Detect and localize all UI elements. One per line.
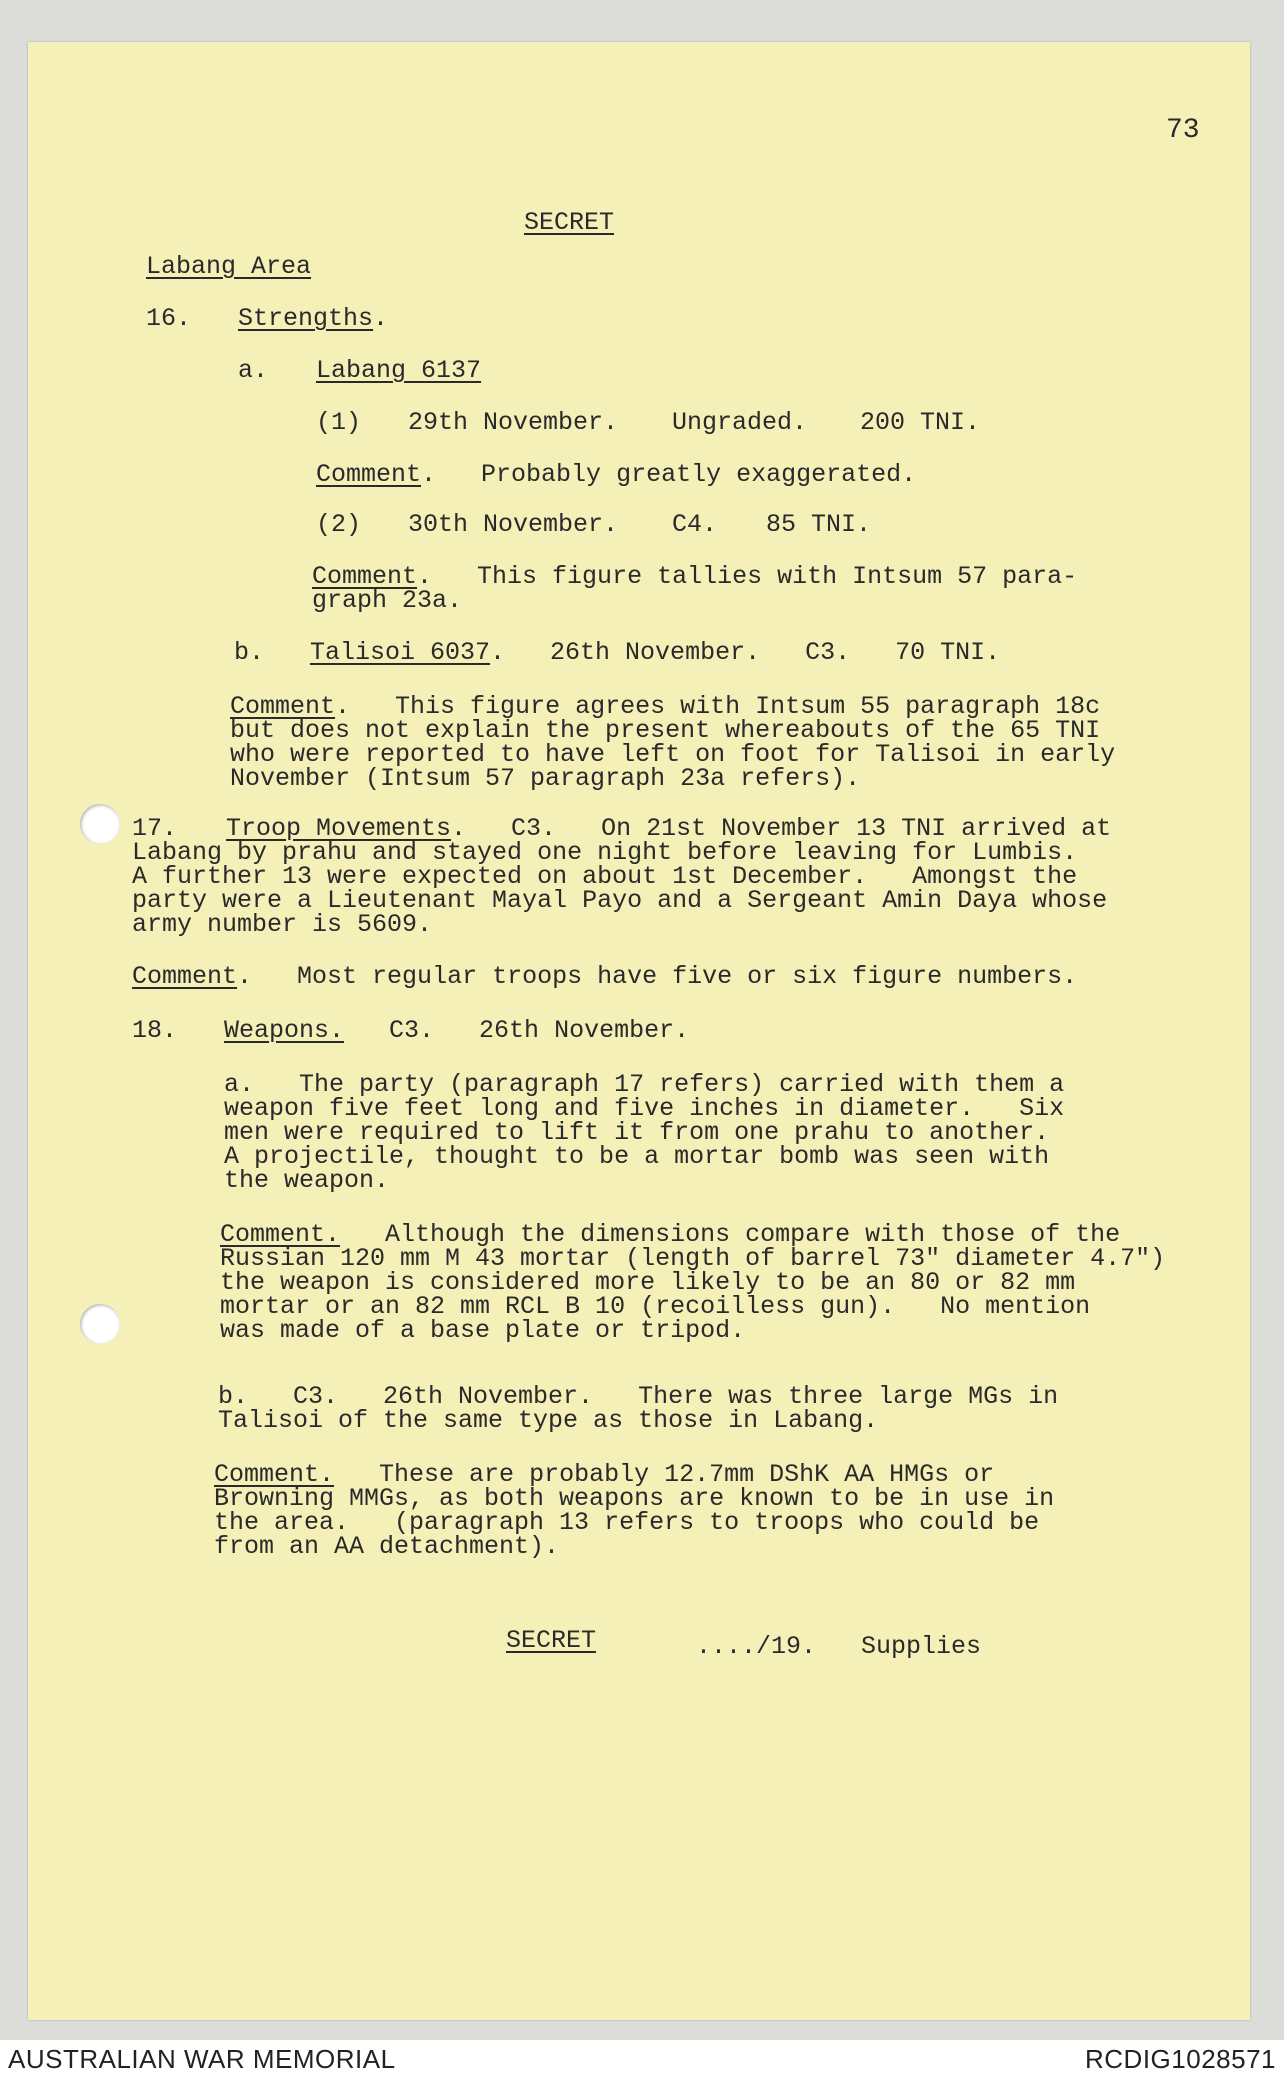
item-18b-line-2: Talisoi of the same type as those in Labang.	[218, 1406, 879, 1435]
comment-4: Comment. Most regular troops have five or six figure numbers.	[132, 962, 1078, 991]
item-b-label: b.	[234, 638, 265, 667]
section-16-heading: Strengths.	[238, 304, 389, 333]
comment-2-line-1: Comment. This figure tallies with Intsum 57 para-	[312, 562, 1078, 591]
comment-6-line-2: Browning MMGs, as both weapons are known to be in use in	[214, 1484, 1055, 1513]
archive-credit: AUSTRALIAN WAR MEMORIAL	[8, 2044, 396, 2074]
item-b-line: Talisoi 6037. 26th November. C3. 70 TNI.	[310, 638, 1001, 667]
section-17-line-3: A further 13 were expected on about 1st December. Amongst the	[132, 862, 1078, 891]
comment-3-line-4: November (Intsum 57 paragraph 23a refers).	[230, 764, 861, 793]
comment-3-line-1: Comment. This figure agrees with Intsum 55 paragraph 18c	[230, 692, 1101, 721]
document-page	[28, 42, 1250, 2020]
item-18a-line-1: a. The party (paragraph 17 refers) carried with them a	[224, 1070, 1065, 1099]
comment-2-line-2: graph 23a.	[312, 586, 463, 615]
item-18b-line-1: b. C3. 26th November. There was three large MGs in	[218, 1382, 1059, 1411]
item-18a-line-4: A projectile, thought to be a mortar bomb was seen with	[224, 1142, 1050, 1171]
report-1-grade: Ungraded.	[672, 408, 808, 437]
comment-6-line-4: from an AA detachment).	[214, 1532, 560, 1561]
area-heading: Labang Area	[146, 252, 312, 281]
report-2-count: 85 TNI.	[766, 510, 872, 539]
comment-5-line-1: Comment. Although the dimensions compare with those of the	[220, 1220, 1121, 1249]
item-18a-line-5: the weapon.	[224, 1166, 390, 1195]
classification-top: SECRET	[524, 208, 615, 237]
classification-bottom: SECRET	[506, 1626, 597, 1655]
section-18-heading: Weapons. C3. 26th November.	[224, 1016, 690, 1045]
item-18a-line-3: men were required to lift it from one prahu to another.	[224, 1118, 1050, 1147]
comment-5-line-2: Russian 120 mm M 43 mortar (length of barrel 73" diameter 4.7")	[220, 1244, 1166, 1273]
section-17-line-1: Troop Movements. C3. On 21st November 13 TNI arrived at	[226, 814, 1112, 843]
section-17-line-2: Labang by prahu and stayed one night before leaving for Lumbis.	[132, 838, 1078, 867]
comment-6-line-3: the area. (paragraph 13 refers to troops who could be	[214, 1508, 1040, 1537]
comment-5-line-4: mortar or an 82 mm RCL B 10 (recoilless gun). No mention	[220, 1292, 1091, 1321]
item-a-label: a.	[238, 356, 269, 385]
report-1-date: 29th November.	[408, 408, 619, 437]
report-2-date: 30th November.	[408, 510, 619, 539]
punch-hole-top	[80, 804, 120, 844]
item-a-place: Labang 6137	[316, 356, 482, 385]
comment-5-line-5: was made of a base plate or tripod.	[220, 1316, 746, 1345]
section-17-number: 17.	[132, 814, 178, 843]
report-2-number: (2)	[316, 510, 362, 539]
report-2-grade: C4.	[672, 510, 718, 539]
section-17-line-5: army number is 5609.	[132, 910, 433, 939]
comment-6-line-1: Comment. These are probably 12.7mm DShK AA HMGs or	[214, 1460, 995, 1489]
comment-3-line-3: who were reported to have left on foot for Talisoi in early	[230, 740, 1116, 769]
section-18-number: 18.	[132, 1016, 178, 1045]
report-1-number: (1)	[316, 408, 362, 437]
item-18a-line-2: weapon five feet long and five inches in diameter. Six	[224, 1094, 1065, 1123]
comment-3-line-2: but does not explain the present whereabouts of the 65 TNI	[230, 716, 1101, 745]
archive-reference: RCDIG1028571	[1085, 2044, 1276, 2074]
comment-5-line-3: the weapon is considered more likely to be an 80 or 82 mm	[220, 1268, 1076, 1297]
section-17-line-4: party were a Lieutenant Mayal Payo and a Sergeant Amin Daya whose	[132, 886, 1108, 915]
report-1-count: 200 TNI.	[860, 408, 981, 437]
punch-hole-bottom	[80, 1304, 120, 1344]
comment-1: Comment. Probably greatly exaggerated.	[316, 460, 917, 489]
continuation-note: ..../19. Supplies	[696, 1632, 982, 1661]
section-16-number: 16.	[146, 304, 192, 333]
page-number: 73	[1166, 115, 1200, 146]
